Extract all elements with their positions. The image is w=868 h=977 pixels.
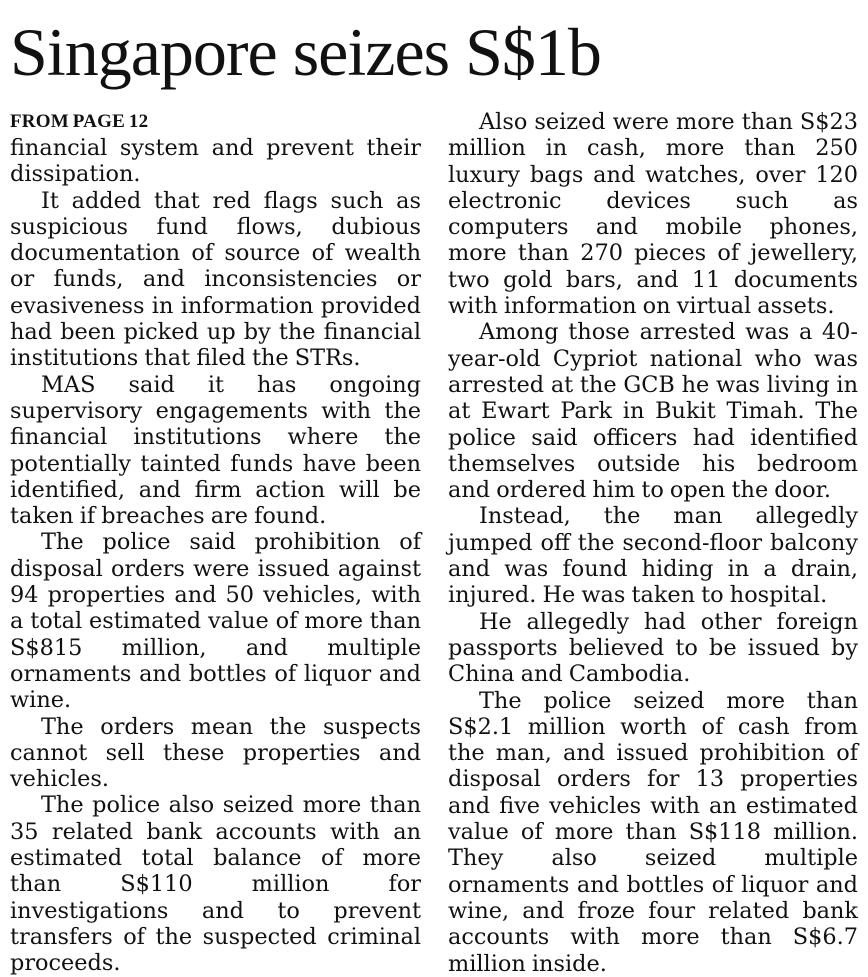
paragraph: The police seized more than S$2.1 million worth of cash from the man, and issued prohibition of disposal orders for 13 properties and five vehicles with an estimated value of more than S$118 million. They also seized multiple ornaments and bottles of liquor and wine, and froze four related bank accounts with more than S$6.7 million inside. bbox=[448, 687, 858, 977]
paragraph: The orders mean the suspects cannot sell these properties and vehicles. bbox=[10, 713, 421, 793]
article-column-left bbox=[10, 109, 421, 977]
paragraph: The police also seized more than 35 related bank accounts with an estimated total balance of more than S$110 million for investigations and to prevent transfers of the suspected criminal proceeds. bbox=[10, 792, 421, 977]
paragraph: Instead, the man allegedly jumped off the second-floor balcony and was found hiding in a drain, injured. He was taken to hospital. bbox=[448, 503, 858, 609]
headline: Singapore seizes S$1b bbox=[10, 14, 601, 90]
paragraph: Among those arrested was a 40-year-old Cypriot national who was arrested at the GCB he was living in at Ewart Park in Bukit Timah. The police said officers had identified themselves outside his bedroom and ordered him to open the door. bbox=[448, 319, 858, 504]
paragraph: The police said prohibition of disposal orders were issued against 94 properties and 50 vehicles, with a total estimated value of more than S$815 million, and multiple ornaments and bottles of liquor and wine. bbox=[10, 529, 421, 714]
paragraph: He allegedly had other foreign passports believed to be issued by China and Cambodia. bbox=[448, 608, 858, 688]
kicker-from-page: FROM PAGE 12 bbox=[10, 111, 149, 132]
paragraph: Also seized were more than S$23 million in cash, more than 250 luxury bags and watches, over 120 electronic devices such as computers and mobile phones, more than 270 pieces of jewellery, two gold bars, and 11 documents with information on virtual assets. bbox=[448, 109, 858, 320]
article-column-right bbox=[448, 109, 858, 977]
paragraph: financial system and prevent their dissipation. bbox=[10, 135, 421, 188]
paragraph: It added that red flags such as suspicious fund flows, dubious documentation of source of wealth or funds, and inconsistencies or evasiveness in information provided had been picked up by the financial institutions that filed the STRs. bbox=[10, 187, 421, 372]
paragraph: MAS said it has ongoing supervisory engagements with the financial institutions where the potentially tainted funds have been identified, and firm action will be taken if breaches are found. bbox=[10, 371, 421, 530]
